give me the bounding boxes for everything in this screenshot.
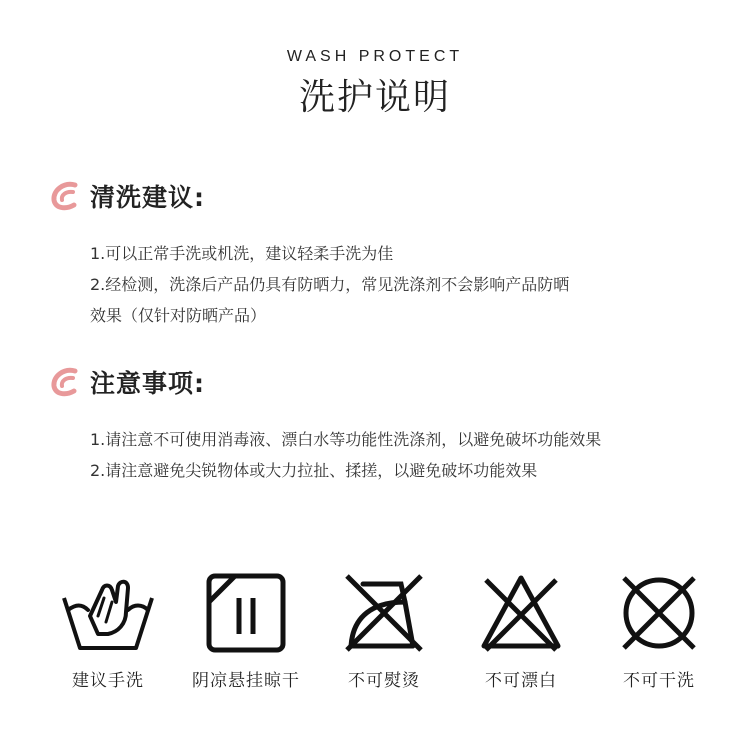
cleaning-line: 2.经检测，洗涤后产品仍具有防晒力，常见洗涤剂不会影响产品防晒 bbox=[90, 275, 570, 294]
care-label: 不可熨烫 bbox=[348, 671, 420, 691]
brand-leaf-icon bbox=[48, 365, 82, 399]
no-iron-icon bbox=[343, 572, 425, 654]
english-title: WASH PROTECT bbox=[286, 48, 464, 65]
cleaning-lines bbox=[48, 238, 718, 331]
care-label: 建议手洗 bbox=[72, 671, 144, 691]
care-item-no-iron bbox=[314, 572, 454, 691]
no-dry-clean-icon bbox=[618, 572, 700, 654]
notes-lines bbox=[48, 424, 718, 486]
care-label: 不可干洗 bbox=[623, 671, 695, 691]
cleaning-title: 清洗建议: bbox=[90, 183, 205, 212]
notes-heading bbox=[48, 362, 718, 402]
notes-line: 2.请注意避免尖锐物体或大力拉扯、揉搓，以避免破坏功能效果 bbox=[90, 461, 538, 480]
hand-wash-icon bbox=[60, 572, 156, 654]
brand-leaf-icon bbox=[48, 179, 82, 213]
care-label: 阴凉悬挂晾干 bbox=[192, 671, 300, 691]
care-item-no-dry-clean bbox=[589, 572, 729, 691]
care-item-hand-wash bbox=[38, 572, 178, 691]
chinese-title: 洗护说明 bbox=[298, 77, 451, 118]
cleaning-heading bbox=[48, 176, 718, 216]
page-header bbox=[0, 46, 750, 122]
care-item-no-bleach bbox=[451, 572, 591, 691]
notes-line: 1.请注意不可使用消毒液、漂白水等功能性洗涤剂，以避免破坏功能效果 bbox=[90, 430, 602, 449]
care-symbols bbox=[0, 572, 750, 702]
line-dry-shade-icon bbox=[205, 572, 287, 654]
care-label: 不可漂白 bbox=[485, 671, 557, 691]
notes-section bbox=[48, 362, 718, 486]
care-item-line-dry bbox=[176, 572, 316, 691]
cleaning-line: 效果（仅针对防晒产品） bbox=[90, 306, 267, 325]
no-bleach-icon bbox=[480, 572, 562, 654]
cleaning-line: 1.可以正常手洗或机洗，建议轻柔手洗为佳 bbox=[90, 244, 394, 263]
notes-title: 注意事项: bbox=[90, 369, 205, 398]
cleaning-section bbox=[48, 176, 718, 331]
